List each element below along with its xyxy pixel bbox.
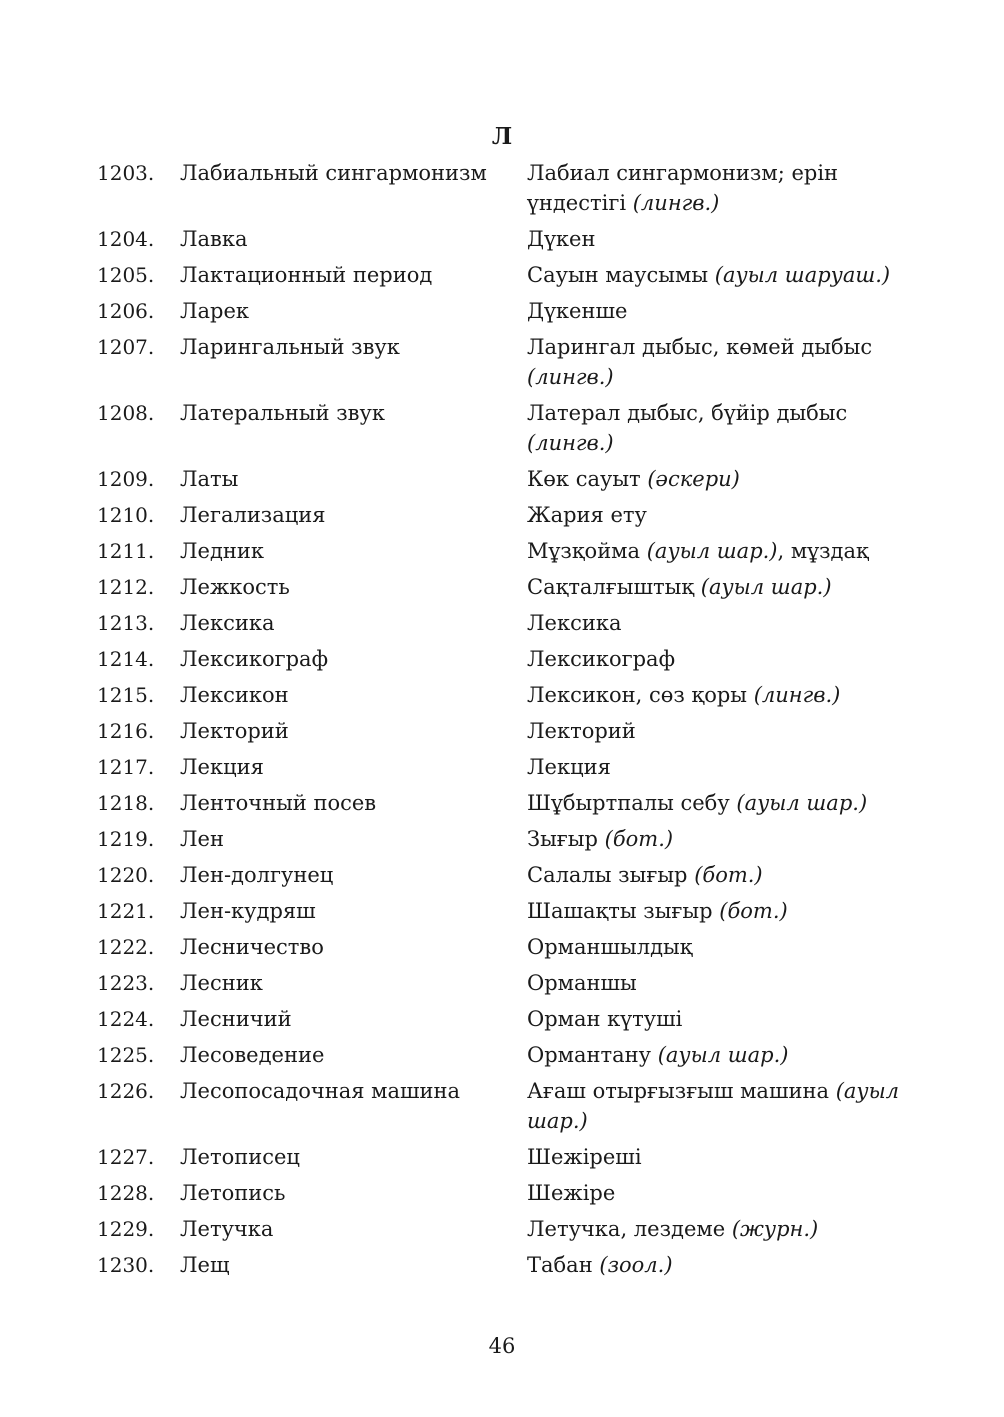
russian-term: Лесничество (180, 935, 324, 959)
kazakh-translation (527, 296, 912, 326)
entry-row (0, 1004, 1004, 1040)
russian-term: Лексикограф (180, 647, 329, 671)
usage-label: (ауыл шар.) (657, 1043, 789, 1067)
entry-number: 1213. (97, 611, 155, 635)
russian-term: Летописец (180, 1145, 300, 1169)
russian-term: Лавка (180, 227, 248, 251)
entry-number: 1230. (97, 1253, 155, 1277)
entry-row (0, 1076, 1004, 1142)
translation-tail: , мұздақ (777, 539, 869, 563)
entry-row (0, 500, 1004, 536)
usage-label: (лингв.) (753, 683, 841, 707)
kazakh-translation (527, 224, 912, 254)
entry-row (0, 1178, 1004, 1214)
translation-text: Орманшы (527, 971, 637, 995)
translation-text: Ормантану (527, 1043, 652, 1067)
entry-number: 1215. (97, 683, 155, 707)
russian-term: Лактационный период (180, 263, 433, 287)
entry-number: 1216. (97, 719, 155, 743)
entry-number: 1207. (97, 335, 155, 359)
entry-row (0, 464, 1004, 500)
usage-label: (бот.) (719, 899, 788, 923)
usage-label: (журн.) (731, 1217, 819, 1241)
entry-row (0, 932, 1004, 968)
kazakh-translation (527, 1178, 912, 1208)
entry-number: 1221. (97, 899, 155, 923)
russian-term: Лещ (180, 1253, 230, 1277)
translation-text: Лексикограф (527, 647, 676, 671)
entry-list (0, 158, 1004, 1286)
entry-row (0, 332, 1004, 398)
kazakh-translation (527, 824, 912, 854)
russian-term: Латы (180, 467, 239, 491)
entry-number: 1228. (97, 1181, 155, 1205)
entry-row (0, 398, 1004, 464)
entry-row (0, 752, 1004, 788)
entry-number: 1220. (97, 863, 155, 887)
usage-label: (лингв.) (527, 431, 614, 455)
russian-term: Лексика (180, 611, 275, 635)
translation-text: Лексика (527, 611, 622, 635)
russian-term: Летучка (180, 1217, 274, 1241)
kazakh-translation (527, 536, 912, 566)
translation-text: Сауын маусымы (527, 263, 709, 287)
entry-number: 1219. (97, 827, 155, 851)
russian-term: Ларек (180, 299, 250, 323)
russian-term: Ленточный посев (180, 791, 377, 815)
translation-text: Лабиал сингармонизм; ерін үндестігі (527, 161, 839, 215)
translation-text: Ларингал дыбыс, көмей дыбыс (527, 335, 873, 359)
entry-number: 1218. (97, 791, 155, 815)
kazakh-translation (527, 896, 912, 926)
entry-number: 1206. (97, 299, 155, 323)
page-number: 46 (488, 1334, 516, 1358)
entry-number: 1203. (97, 161, 155, 185)
kazakh-translation (527, 332, 912, 392)
russian-term: Лабиальный сингармонизм (180, 161, 487, 185)
entry-row (0, 158, 1004, 224)
russian-term: Летопись (180, 1181, 286, 1205)
entry-number: 1217. (97, 755, 155, 779)
translation-text: Сақталғыштық (527, 575, 695, 599)
kazakh-translation (527, 398, 912, 458)
translation-text: Салалы зығыр (527, 863, 688, 887)
kazakh-translation (527, 1040, 912, 1070)
section-letter: Л (491, 123, 513, 150)
russian-term: Лексикон (180, 683, 289, 707)
kazakh-translation (527, 158, 912, 218)
kazakh-translation (527, 644, 912, 674)
russian-term: Лесоведение (180, 1043, 325, 1067)
translation-text: Көк сауыт (527, 467, 641, 491)
translation-text: Летучка, лездеме (527, 1217, 726, 1241)
translation-text: Шежіре (527, 1181, 616, 1205)
usage-label: (бот.) (694, 863, 763, 887)
translation-text: Лекция (527, 755, 611, 779)
entry-row (0, 896, 1004, 932)
entry-row (0, 296, 1004, 332)
usage-label: (лингв.) (527, 365, 614, 389)
entry-row (0, 536, 1004, 572)
entry-row (0, 608, 1004, 644)
entry-number: 1224. (97, 1007, 155, 1031)
kazakh-translation (527, 1004, 912, 1034)
entry-number: 1227. (97, 1145, 155, 1169)
kazakh-translation (527, 500, 912, 530)
usage-label: (әскери) (647, 467, 740, 491)
russian-term: Лен-долгунец (180, 863, 334, 887)
kazakh-translation (527, 1142, 912, 1172)
entry-row (0, 860, 1004, 896)
russian-term: Лесничий (180, 1007, 292, 1031)
russian-term: Лен-кудряш (180, 899, 316, 923)
entry-row (0, 824, 1004, 860)
translation-text: Зығыр (527, 827, 598, 851)
translation-text: Шұбыртпалы себу (527, 791, 730, 815)
translation-text: Шежіреші (527, 1145, 642, 1169)
translation-text: Дүкен (527, 227, 596, 251)
entry-number: 1222. (97, 935, 155, 959)
entry-row (0, 644, 1004, 680)
kazakh-translation (527, 608, 912, 638)
russian-term: Лекторий (180, 719, 289, 743)
entry-number: 1214. (97, 647, 155, 671)
entry-row (0, 716, 1004, 752)
kazakh-translation (527, 1076, 912, 1136)
kazakh-translation (527, 860, 912, 890)
entry-row (0, 260, 1004, 296)
translation-text: Жария ету (527, 503, 647, 527)
entry-number: 1205. (97, 263, 155, 287)
kazakh-translation (527, 716, 912, 746)
entry-number: 1226. (97, 1079, 155, 1103)
kazakh-translation (527, 1214, 912, 1244)
translation-text: Орманшылдық (527, 935, 693, 959)
kazakh-translation (527, 968, 912, 998)
translation-text: Лекторий (527, 719, 636, 743)
russian-term: Лесник (180, 971, 263, 995)
usage-label: (зоол.) (599, 1253, 673, 1277)
entry-number: 1212. (97, 575, 155, 599)
entry-number: 1225. (97, 1043, 155, 1067)
entry-row (0, 224, 1004, 260)
entry-row (0, 788, 1004, 824)
translation-text: Табан (527, 1253, 593, 1277)
translation-text: Ағаш отырғызғыш машина (527, 1079, 829, 1103)
usage-label: (ауыл шар.) (646, 539, 778, 563)
entry-row (0, 968, 1004, 1004)
entry-number: 1204. (97, 227, 155, 251)
russian-term: Легализация (180, 503, 326, 527)
russian-term: Лежкость (180, 575, 290, 599)
usage-label: (ауыл шар.) (736, 791, 868, 815)
entry-row (0, 1040, 1004, 1076)
usage-label: (ауыл шар.) (527, 1079, 900, 1133)
kazakh-translation (527, 572, 912, 602)
russian-term: Лесопосадочная машина (180, 1079, 461, 1103)
russian-term: Ледник (180, 539, 264, 563)
translation-text: Латерал дыбыс, бүйір дыбыс (527, 401, 848, 425)
entry-number: 1209. (97, 467, 155, 491)
usage-label: (ауыл шаруаш.) (714, 263, 891, 287)
usage-label: (ауыл шар.) (700, 575, 832, 599)
entry-row (0, 1250, 1004, 1286)
kazakh-translation (527, 1250, 912, 1280)
entry-row (0, 572, 1004, 608)
translation-text: Лексикон, сөз қоры (527, 683, 748, 707)
entry-number: 1211. (97, 539, 155, 563)
russian-term: Лекция (180, 755, 264, 779)
usage-label: (бот.) (604, 827, 674, 851)
entry-number: 1223. (97, 971, 155, 995)
entry-row (0, 1214, 1004, 1250)
kazakh-translation (527, 464, 912, 494)
entry-row (0, 1142, 1004, 1178)
kazakh-translation (527, 752, 912, 782)
russian-term: Латеральный звук (180, 401, 385, 425)
entry-number: 1229. (97, 1217, 155, 1241)
russian-term: Ларингальный звук (180, 335, 400, 359)
translation-text: Мұзқойма (527, 539, 641, 563)
translation-text: Орман күтуші (527, 1007, 683, 1031)
kazakh-translation (527, 932, 912, 962)
kazakh-translation (527, 788, 912, 818)
usage-label: (лингв.) (632, 191, 720, 215)
russian-term: Лен (180, 827, 224, 851)
entry-number: 1208. (97, 401, 155, 425)
entry-number: 1210. (97, 503, 155, 527)
kazakh-translation (527, 260, 912, 290)
translation-text: Дүкенше (527, 299, 628, 323)
translation-text: Шашақты зығыр (527, 899, 713, 923)
entry-row (0, 680, 1004, 716)
kazakh-translation (527, 680, 912, 710)
